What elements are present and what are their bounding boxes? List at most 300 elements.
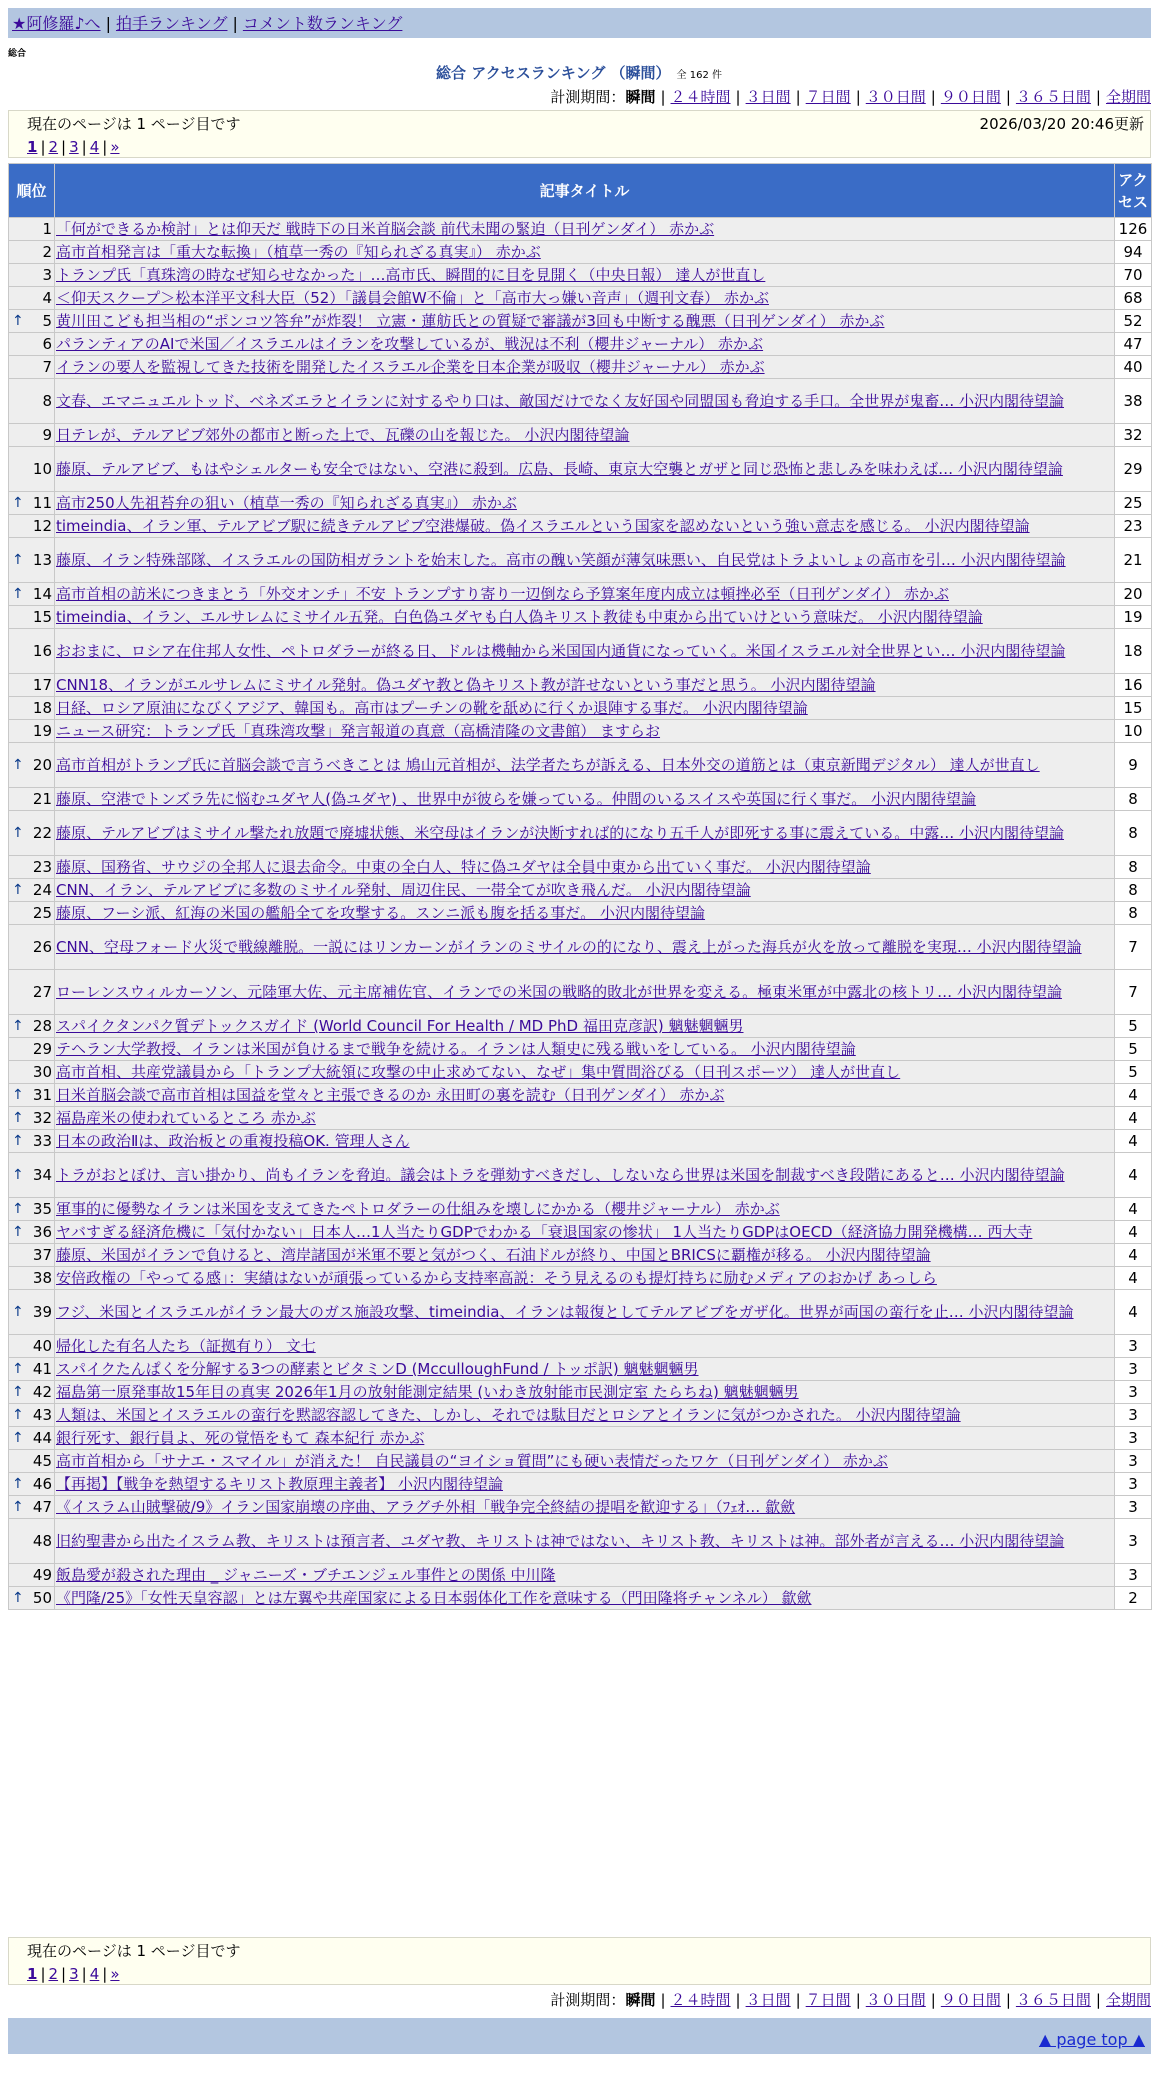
access-count: 3 [1115, 1564, 1151, 1586]
table-row [9, 1244, 1151, 1266]
article-title-link[interactable]: ＜仰天スクープ＞松本洋平文科大臣（52）「議員会館W不倫」と「高市大っ嫌い音声」（週刊文春） 赤かぶ [56, 289, 769, 307]
table-row [9, 1038, 1151, 1060]
access-count: 2 [1115, 1587, 1151, 1609]
table-row [9, 1450, 1151, 1472]
rank-cell [9, 447, 54, 491]
nav-separator: | [105, 14, 111, 33]
rank-cell [9, 424, 54, 446]
article-title-link[interactable]: 「何ができるか検討」とは仰天だ 戦時下の日米首脳会談 前代未聞の緊迫（日刊ゲンダイ） 赤かぶ [56, 220, 715, 238]
table-row [9, 1358, 1151, 1380]
period-link[interactable]: ３６５日間 [1015, 1991, 1091, 2009]
rank-number: 16 [32, 642, 52, 660]
rank-cell [9, 356, 54, 378]
page-top-link[interactable]: ▲ page top ▲ [1038, 2030, 1145, 2049]
period-link[interactable]: ３６５日間 [1015, 88, 1091, 106]
rank-cell [9, 583, 54, 605]
title-cell [55, 379, 1114, 423]
rank-cell [9, 1107, 54, 1129]
article-title-link[interactable]: 藤原、テルアビブ、もはやシェルターも安全ではない、空港に殺到。広島、長崎、東京大空襲とガザと同じ恐怖と悲しみを味わえば… 小沢内閣待望論 [56, 460, 1063, 478]
table-row [9, 1496, 1151, 1518]
article-title-link[interactable]: 高市首相から「サナエ・スマイル」が消えた！ 自民議員の“ヨイショ質問”にも硬い表情だったワケ（日刊ゲンダイ） 赤かぶ [56, 1452, 888, 1470]
table-row [9, 1267, 1151, 1289]
up-arrow-icon: ↑ [12, 1087, 24, 1103]
rank-cell [9, 970, 54, 1014]
rank-number: 23 [32, 858, 52, 876]
total-count: 全 162 件 [676, 70, 722, 81]
page-separator: | [81, 1965, 87, 1983]
up-arrow-icon: ↑ [12, 1018, 24, 1034]
title-cell [55, 1404, 1114, 1426]
period-label: 計測期間： [550, 1991, 626, 2009]
pagination [27, 138, 1142, 156]
title-cell [55, 879, 1114, 901]
up-arrow-icon: ↑ [12, 1430, 24, 1446]
period-link[interactable]: 全期間 [1105, 88, 1151, 106]
table-row [9, 1015, 1151, 1037]
title-cell [55, 1244, 1114, 1266]
article-title-link[interactable]: 高市250人先祖苔弁の狙い（植草一秀の『知られざる真実』） 赤かぶ [56, 494, 517, 512]
article-title-link[interactable]: スパイクタンパク質デトックスガイド (World Council For Health / MD PhD 福田克彦訳) 魑魅魍魎男 [56, 1017, 744, 1035]
rank-number: 29 [32, 1040, 52, 1058]
title-cell [55, 1153, 1114, 1197]
rank-number: 34 [32, 1166, 52, 1184]
title-cell [55, 515, 1114, 537]
rank-cell [9, 1496, 54, 1518]
access-count: 10 [1115, 720, 1151, 742]
rank-cell [9, 856, 54, 878]
current-page-text: 現在のページは 1 ページ目です [27, 115, 241, 133]
rank-number: 45 [32, 1452, 52, 1470]
article-title-link[interactable]: CNN、空母フォード火災で戦線離脱。一説にはリンカーンがイランのミサイルの的になり、震え上がった海兵が火を放って離脱を実現… 小沢内閣待望論 [56, 938, 1082, 956]
access-count: 5 [1115, 1061, 1151, 1083]
table-row [9, 379, 1151, 423]
title-cell [55, 1038, 1114, 1060]
title-cell [55, 970, 1114, 1014]
table-header-row [9, 164, 1151, 217]
access-count: 18 [1115, 629, 1151, 673]
title-cell [55, 1381, 1114, 1403]
ranking-table [8, 163, 1152, 1610]
access-count: 4 [1115, 1084, 1151, 1106]
article-title-link[interactable]: 文春、エマニュエルトッド、ベネズエラとイランに対するやり口は、敵国だけでなく友好国や同盟国も脅迫する手口。全世界が鬼畜… 小沢内閣待望論 [56, 392, 1064, 410]
rank-number: 5 [42, 312, 52, 330]
article-title-link[interactable]: 人類は、米国とイスラエルの蛮行を黙認容認してきた、しかし、それでは駄目だとロシアとイランに気がつかされた。 小沢内閣待望論 [56, 1406, 961, 1424]
article-title-link[interactable]: 日経、ロシア原油になびくアジア、韓国も。高市はプーチンの靴を舐めに行くか退陣する事だ。 小沢内閣待望論 [56, 699, 808, 717]
article-title-link[interactable]: 藤原、テルアビブはミサイル撃たれ放題で廃墟状態、米空母はイランが決断すれば的になり五千人が即死する事に震えている。中露… 小沢内閣待望論 [56, 824, 1064, 842]
rank-cell [9, 1290, 54, 1334]
page-link[interactable]: 3 [69, 1965, 79, 1983]
article-title-link[interactable]: 《門隆/25》「女性天皇容認」とは左翼や共産国家による日本弱体化工作を意味する（門田隆将チャンネル） 歙歛 [56, 1589, 812, 1607]
rank-cell [9, 1358, 54, 1380]
table-row [9, 925, 1151, 969]
article-title-link[interactable]: 藤原、イラン特殊部隊、イスラエルの国防相ガラントを始末した。高市の醜い笑顔が薄気味悪い、自民党はトラよいしょの高市を引… 小沢内閣待望論 [56, 551, 1066, 569]
period-link[interactable]: ３日間 [745, 1991, 791, 2009]
rank-cell [9, 1587, 54, 1609]
table-row [9, 287, 1151, 309]
period-label: 計測期間： [550, 88, 626, 106]
title-cell [55, 218, 1114, 240]
rank-cell [9, 333, 54, 355]
period-link[interactable]: ９０日間 [940, 1991, 1001, 2009]
current-page-text: 現在のページは 1 ページ目です [27, 1942, 241, 1960]
access-count: 15 [1115, 697, 1151, 719]
up-arrow-icon: ↑ [12, 1384, 24, 1400]
access-count: 3 [1115, 1519, 1151, 1563]
page-link-current[interactable]: 1 [27, 1965, 38, 1983]
period-separator: | [660, 88, 666, 106]
page-link-current[interactable]: 1 [27, 138, 38, 156]
title-cell [55, 241, 1114, 263]
table-row [9, 1473, 1151, 1495]
page-separator: | [40, 138, 46, 156]
rank-cell [9, 1450, 54, 1472]
next-page-link[interactable]: » [110, 138, 120, 156]
access-count: 126 [1115, 218, 1151, 240]
rank-number: 3 [42, 266, 52, 284]
table-row [9, 811, 1151, 855]
access-count: 38 [1115, 379, 1151, 423]
period-link[interactable]: ３０日間 [865, 1991, 926, 2009]
access-count: 23 [1115, 515, 1151, 537]
access-count: 7 [1115, 970, 1151, 1014]
access-count: 4 [1115, 1221, 1151, 1243]
title-cell [55, 310, 1114, 332]
access-count: 5 [1115, 1038, 1151, 1060]
rank-number: 49 [32, 1566, 52, 1584]
access-count: 16 [1115, 674, 1151, 696]
rank-cell [9, 1404, 54, 1426]
title-cell [55, 788, 1114, 810]
title-cell [55, 811, 1114, 855]
title-cell [55, 1198, 1114, 1220]
table-row [9, 538, 1151, 582]
period-separator: | [855, 1991, 861, 2009]
title-cell [55, 1084, 1114, 1106]
article-title-link[interactable]: 軍事的に優勢なイランは米国を支えてきたペトロダラーの仕組みを壊しにかかる（櫻井ジャーナル） 赤かぶ [56, 1200, 780, 1218]
title-cell [55, 1290, 1114, 1334]
rank-number: 24 [32, 881, 52, 899]
up-arrow-icon: ↑ [12, 1224, 24, 1240]
rank-number: 4 [42, 289, 52, 307]
title-cell [55, 492, 1114, 514]
page-link[interactable]: 2 [48, 138, 59, 156]
table-row [9, 241, 1151, 263]
article-title-link[interactable]: 《イスラム山賊撃破/9》イラン国家崩壊の序曲、アラグチ外相「戦争完全終結の提唱を歓迎する」（ﾌｪｵ… 歙歛 [56, 1498, 796, 1516]
table-row [9, 264, 1151, 286]
rank-cell [9, 1130, 54, 1152]
up-arrow-icon: ↑ [12, 1361, 24, 1377]
rank-number: 28 [32, 1017, 52, 1035]
article-title-link[interactable]: 黄川田こども担当相の“ポンコツ答弁”が炸裂！ 立憲・蓮舫氏との質疑で審議が3回も中断する醜悪（日刊ゲンダイ） 赤かぶ [56, 312, 885, 330]
rank-cell [9, 1473, 54, 1495]
rank-cell [9, 1084, 54, 1106]
access-count: 8 [1115, 788, 1151, 810]
title-cell [55, 424, 1114, 446]
rank-number: 47 [32, 1498, 52, 1516]
rank-cell [9, 879, 54, 901]
article-title-link[interactable]: パランティアのAIで米国／イスラエルはイランを攻撃しているが、戦況は不利（櫻井ジャーナル） 赤かぶ [56, 335, 764, 353]
rank-cell [9, 1519, 54, 1563]
rank-number: 17 [32, 676, 52, 694]
rank-cell [9, 629, 54, 673]
title-cell [55, 1015, 1114, 1037]
period-selector-bottom [550, 1989, 1151, 2010]
table-row [9, 788, 1151, 810]
period-separator: | [735, 88, 741, 106]
table-row [9, 424, 1151, 446]
article-title-link[interactable]: 飯島愛が殺された理由 _ ジャニーズ・ブチエンジェル事件との関係 中川隆 [56, 1566, 556, 1584]
title-cell [55, 697, 1114, 719]
title-cell [55, 356, 1114, 378]
rank-number: 30 [32, 1063, 52, 1081]
table-row [9, 1427, 1151, 1449]
rank-number: 32 [32, 1109, 52, 1127]
title-cell [55, 287, 1114, 309]
nav-clap-ranking-link[interactable]: 拍手ランキング [115, 14, 228, 33]
table-row [9, 1381, 1151, 1403]
rank-number: 48 [32, 1532, 52, 1550]
up-arrow-icon: ↑ [12, 1201, 24, 1217]
up-arrow-icon: ↑ [12, 757, 24, 773]
rank-cell [9, 1427, 54, 1449]
rank-number: 25 [32, 904, 52, 922]
article-title-link[interactable]: CNN、イラン、テルアビブに多数のミサイル発射、周辺住民、一帯全てが吹き飛んだ。 小沢内閣待望論 [56, 881, 751, 899]
article-title-link[interactable]: 藤原、フーシ派、紅海の米国の艦船全てを攻撃する。スンニ派も腹を括る事だ。 小沢内閣待望論 [56, 904, 706, 922]
article-title-link[interactable]: 銀行死す、銀行員よ、死の覚悟をもて 森本紀行 赤かぶ [56, 1429, 425, 1447]
access-count: 4 [1115, 1107, 1151, 1129]
article-title-link[interactable]: ローレンスウィルカーソン、元陸軍大佐、元主席補佐官、イランでの米国の戦略的敗北が世界を変える。極東米軍が中露北の核トリ… 小沢内閣待望論 [56, 983, 1062, 1001]
table-row [9, 697, 1151, 719]
rank-number: 42 [32, 1383, 52, 1401]
title-cell [55, 447, 1114, 491]
page-link[interactable]: 4 [89, 138, 100, 156]
article-title-link[interactable]: 藤原、国務省、サウジの全邦人に退去命令。中東の全白人、特に偽ユダヤは全員中東から出ていく事だ。 小沢内閣待望論 [56, 858, 871, 876]
period-separator: | [795, 88, 801, 106]
title-cell [55, 1358, 1114, 1380]
title-cell [55, 1107, 1114, 1129]
rank-number: 10 [32, 460, 52, 478]
rank-number: 20 [32, 756, 52, 774]
up-arrow-icon: ↑ [12, 1304, 24, 1320]
access-count: 21 [1115, 538, 1151, 582]
article-title-link[interactable]: イランの要人を監視してきた技術を開発したイスラエル企業を日本企業が吸収（櫻井ジャーナル） 赤かぶ [56, 358, 765, 376]
page-link[interactable]: 4 [89, 1965, 100, 1983]
access-count: 47 [1115, 333, 1151, 355]
access-count: 68 [1115, 287, 1151, 309]
article-title-link[interactable]: timeindia、イラン軍、テルアビブ駅に続きテルアビブ空港爆破。偽イスラエルという国家を認めないという強い意志を感じる。 小沢内閣待望論 [56, 517, 1030, 535]
table-row [9, 1290, 1151, 1334]
rank-number: 7 [42, 358, 52, 376]
table-row [9, 879, 1151, 901]
rank-cell [9, 1015, 54, 1037]
access-count: 8 [1115, 902, 1151, 924]
rank-number: 38 [32, 1269, 52, 1287]
article-title-link[interactable]: フジ、米国とイスラエルがイラン最大のガス施設攻撃、timeindia、イランは報復としてテルアビブをガザ化。世界が両国の蛮行を止… 小沢内閣待望論 [56, 1303, 1074, 1321]
rank-number: 33 [32, 1132, 52, 1150]
table-row [9, 1564, 1151, 1586]
access-count: 32 [1115, 424, 1151, 446]
article-title-link[interactable]: トラがおとぼけ、言い掛かり、尚もイランを脅迫。議会はトラを弾劾すべきだし、しないなら世界は米国を制裁すべき段階にあると… 小沢内閣待望論 [56, 1166, 1065, 1184]
access-count: 5 [1115, 1015, 1151, 1037]
rank-cell [9, 538, 54, 582]
access-count: 7 [1115, 925, 1151, 969]
nav-home-link[interactable]: ★阿修羅♪へ [12, 14, 101, 33]
article-title-link[interactable]: トランプ氏「真珠湾の時なぜ知らせなかった」…高市氏、瞬間的に目を見開く（中央日報） 達人が世直し [56, 266, 766, 284]
access-count: 3 [1115, 1496, 1151, 1518]
title-cell [55, 333, 1114, 355]
rank-number: 12 [32, 517, 52, 535]
article-title-link[interactable]: 日本の政治Ⅱは、政治板との重複投稿OK. 管理人さん [56, 1132, 410, 1150]
article-title-link[interactable]: 日テレが、テルアビブ郊外の都市と断った上で、瓦礫の山を報じた。 小沢内閣待望論 [56, 426, 630, 444]
pager-top [8, 110, 1151, 158]
table-row [9, 310, 1151, 332]
title-cell [55, 720, 1114, 742]
article-title-link[interactable]: 旧約聖書から出たイスラム教、キリストは預言者、ユダヤ教、キリストは神ではない、キリスト教、キリストは神。部外者が言える… 小沢内閣待望論 [56, 1532, 1065, 1550]
article-title-link[interactable]: 高市首相の訪米につきまとう「外交オンチ」不安 トランプすり寄り一辺倒なら予算案年度内成立は頓挫必至（日刊ゲンダイ） 赤かぶ [56, 585, 950, 603]
rank-cell [9, 1221, 54, 1243]
period-separator: | [930, 88, 936, 106]
rank-cell [9, 1335, 54, 1357]
table-row [9, 629, 1151, 673]
article-title-link[interactable]: ニュース研究：トランプ氏「真珠湾攻撃」発言報道の真意（高橋清隆の文書館） ますらお [56, 722, 661, 740]
access-count: 8 [1115, 856, 1151, 878]
rank-number: 19 [32, 722, 52, 740]
nav-separator: | [232, 14, 238, 33]
access-count: 4 [1115, 1244, 1151, 1266]
rank-cell [9, 1038, 54, 1060]
rank-number: 50 [32, 1589, 52, 1607]
article-title-link[interactable]: timeindia、イラン、エルサレムにミサイル五発。白色偽ユダヤも白人偽キリスト教徒も中東から出ていけという意味だ。 小沢内閣待望論 [56, 608, 983, 626]
article-title-link[interactable]: 日米首脳会談で高市首相は国益を堂々と主張できるのか 永田町の裏を読む（日刊ゲンダイ） 赤かぶ [56, 1086, 725, 1104]
period-link[interactable]: ９０日間 [940, 88, 1001, 106]
article-title-link[interactable]: スパイクたんぱくを分解する3つの酵素とビタミンD (McculloughFund / トッポ訳) 魑魅魍魎男 [56, 1360, 699, 1378]
article-title-link[interactable]: おおまに、ロシア在住邦人女性、ペトロダラーが終る日、ドルは機軸から米国国内通貨になっていく。米国イスラエル対全世界とい… 小沢内閣待望論 [56, 642, 1066, 660]
period-current: 瞬間 [625, 88, 656, 106]
period-separator: | [930, 1991, 936, 2009]
period-link[interactable]: ７日間 [805, 88, 851, 106]
rank-cell [9, 241, 54, 263]
rank-cell [9, 218, 54, 240]
up-arrow-icon: ↑ [12, 586, 24, 602]
title-cell [55, 1473, 1114, 1495]
article-title-link[interactable]: 高市首相発言は「重大な転換」（植草一秀の『知られざる真実』） 赤かぶ [56, 243, 541, 261]
period-link[interactable]: ２４時間 [670, 88, 731, 106]
page-separator: | [102, 1965, 108, 1983]
article-title-link[interactable]: 藤原、空港でトンズラ先に悩むユダヤ人(偽ユダヤ) 、世界中が彼らを嫌っている。仲間のいるスイスや英国に行く事だ。 小沢内閣待望論 [56, 790, 977, 808]
up-arrow-icon: ↑ [12, 1590, 24, 1606]
period-link[interactable]: 全期間 [1105, 1991, 1151, 2009]
rank-cell [9, 379, 54, 423]
table-row [9, 447, 1151, 491]
period-separator: | [1095, 88, 1101, 106]
rank-number: 41 [32, 1360, 52, 1378]
article-title-link[interactable]: CNN18、イランがエルサレムにミサイル発射。偽ユダヤ教と偽キリスト教が許せないという事だと思う。 小沢内閣待望論 [56, 676, 876, 694]
up-arrow-icon: ↑ [12, 1167, 24, 1183]
page-link[interactable]: 2 [48, 1965, 59, 1983]
rank-cell [9, 606, 54, 628]
access-count: 9 [1115, 743, 1151, 787]
col-header-access: アクセス [1115, 164, 1151, 217]
nav-comment-ranking-link[interactable]: コメント数ランキング [242, 14, 403, 33]
rank-number: 39 [32, 1303, 52, 1321]
page-link[interactable]: 3 [69, 138, 79, 156]
title-cell [55, 1267, 1114, 1289]
table-row [9, 1130, 1151, 1152]
period-link[interactable]: ３日間 [745, 88, 791, 106]
article-title-link[interactable]: 高市首相がトランプ氏に首脳会談で言うべきことは 鳩山元首相が、法学者たちが訴える、日本外交の道筋とは（東京新聞デジタル） 達人が世直し [56, 756, 1040, 774]
up-arrow-icon: ↑ [12, 1476, 24, 1492]
next-page-link[interactable]: » [110, 1965, 120, 1983]
rank-cell [9, 811, 54, 855]
rank-number: 40 [32, 1337, 52, 1355]
period-link[interactable]: ７日間 [805, 1991, 851, 2009]
rank-number: 35 [32, 1200, 52, 1218]
bottom-bar [8, 2018, 1151, 2054]
rank-number: 2 [42, 243, 52, 261]
article-title-link[interactable]: ヤバすぎる経済危機に「気付かない」日本人…1人当たりGDPでわかる「衰退国家の惨状」 1人当たりGDPはOECD（経済協力開発機構… 西大寺 [56, 1223, 1033, 1241]
table-row [9, 1198, 1151, 1220]
article-title-link[interactable]: 安倍政権の「やってる感」：実績はないが頑張っているから支持率高説：そう見えるのも提灯持ちに励むメディアのおかげ あっしら [56, 1269, 937, 1287]
access-count: 4 [1115, 1267, 1151, 1289]
rank-cell [9, 1061, 54, 1083]
page-separator: | [81, 138, 87, 156]
table-row [9, 1404, 1151, 1426]
title-cell [55, 1427, 1114, 1449]
title-cell [55, 1450, 1114, 1472]
table-row [9, 1153, 1151, 1197]
rank-number: 27 [32, 983, 52, 1001]
access-count: 3 [1115, 1473, 1151, 1495]
title-cell [55, 1496, 1114, 1518]
rank-number: 1 [42, 220, 52, 238]
rank-cell [9, 902, 54, 924]
up-arrow-icon: ↑ [12, 313, 24, 329]
rank-cell [9, 264, 54, 286]
access-count: 4 [1115, 1198, 1151, 1220]
access-count: 70 [1115, 264, 1151, 286]
access-count: 19 [1115, 606, 1151, 628]
rank-number: 22 [32, 824, 52, 842]
period-separator: | [855, 88, 861, 106]
rank-cell [9, 310, 54, 332]
article-title-link[interactable]: 藤原、米国がイランで負けると、湾岸諸国が米軍不要と気がつく、石油ドルが終り、中国とBRICSに覇権が移る。 小沢内閣待望論 [56, 1246, 931, 1264]
ranking-table-body [9, 218, 1151, 1609]
page-separator: | [61, 1965, 67, 1983]
period-selector-top [550, 86, 1151, 107]
rank-number: 13 [32, 551, 52, 569]
table-row [9, 970, 1151, 1014]
rank-cell [9, 788, 54, 810]
table-row [9, 606, 1151, 628]
table-row [9, 515, 1151, 537]
period-separator: | [660, 1991, 666, 2009]
table-row [9, 1335, 1151, 1357]
article-title-link[interactable]: 福島第一原発事故15年目の真実 2026年1月の放射能測定結果 (いわき放射能市民測定室 たらちね) 魑魅魍魎男 [56, 1383, 799, 1401]
article-title-link[interactable]: 高市首相、共産党議員から「トランプ大統領に攻撃の中止求めてない、なぜ」集中質問浴びる（日刊スポーツ） 達人が世直し [56, 1063, 901, 1081]
access-count: 8 [1115, 811, 1151, 855]
access-count: 52 [1115, 310, 1151, 332]
access-count: 4 [1115, 1130, 1151, 1152]
article-title-link[interactable]: テヘラン大学教授、イランは米国が負けるまで戦争を続ける。イランは人類史に残る戦いをしている。 小沢内閣待望論 [56, 1040, 856, 1058]
article-title-link[interactable]: 福島産米の使われているところ 赤かぶ [56, 1109, 316, 1127]
breadcrumb: 総合 [8, 49, 27, 59]
article-title-link[interactable]: 帰化した有名人たち（証拠有り） 文七 [56, 1337, 316, 1355]
rank-cell [9, 1564, 54, 1586]
period-link[interactable]: ３０日間 [865, 88, 926, 106]
period-link[interactable]: ２４時間 [670, 1991, 731, 2009]
access-count: 25 [1115, 492, 1151, 514]
article-title-link[interactable]: 【再掲】【戦争を熱望するキリスト教原理主義者】 小沢内閣待望論 [56, 1475, 503, 1493]
